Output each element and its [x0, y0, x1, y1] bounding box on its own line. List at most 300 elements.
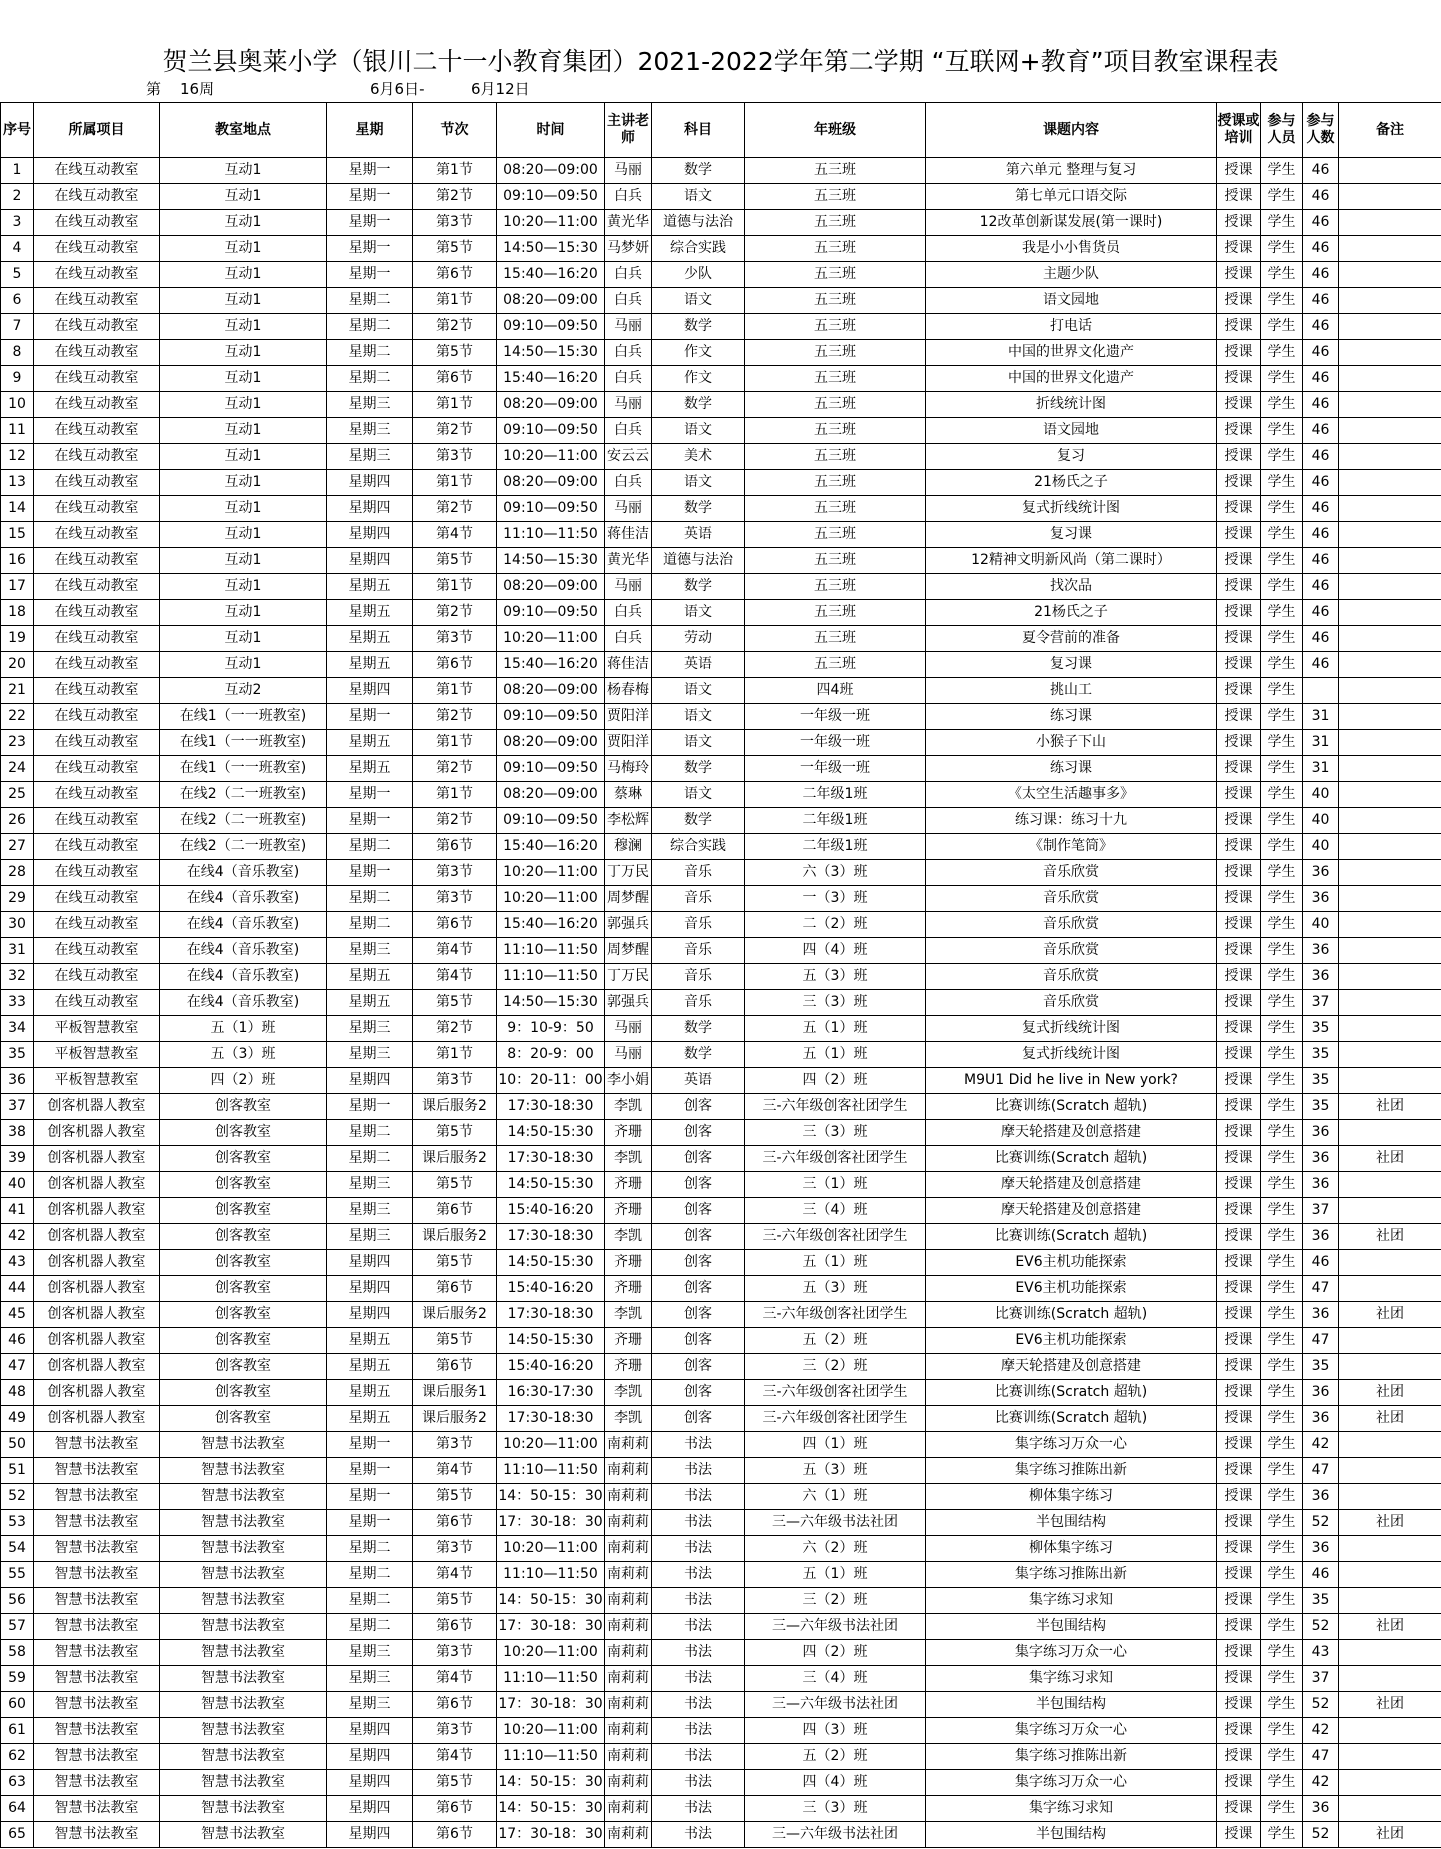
cell-classroom: 创客教室 — [160, 1380, 327, 1406]
cell-subject: 书法 — [652, 1536, 745, 1562]
cell-subject: 书法 — [652, 1718, 745, 1744]
cell-weekday: 星期五 — [327, 600, 413, 626]
cell-index: 44 — [1, 1276, 34, 1302]
cell-weekday: 星期三 — [327, 392, 413, 418]
cell-type: 授课 — [1217, 782, 1261, 808]
cell-period: 第2节 — [413, 756, 497, 782]
table-row — [1, 1744, 1441, 1770]
cell-class: 三（3）班 — [745, 1796, 926, 1822]
cell-project: 在线互动教室 — [34, 626, 160, 652]
cell-remarks — [1339, 860, 1441, 886]
cell-index: 58 — [1, 1640, 34, 1666]
cell-classroom: 互动2 — [160, 678, 327, 704]
cell-topic: 夏令营前的准备 — [926, 626, 1217, 652]
cell-subject: 创客 — [652, 1094, 745, 1120]
cell-project: 创客机器人教室 — [34, 1198, 160, 1224]
cell-count: 46 — [1303, 600, 1339, 626]
cell-index: 22 — [1, 704, 34, 730]
cell-project: 平板智慧教室 — [34, 1068, 160, 1094]
cell-teacher: 贾阳洋 — [605, 730, 652, 756]
cell-participants: 学生 — [1261, 1016, 1303, 1042]
cell-class: 三—六年级书法社团 — [745, 1692, 926, 1718]
cell-remarks: 社团 — [1339, 1822, 1441, 1848]
cell-period: 第3节 — [413, 860, 497, 886]
table-row — [1, 1588, 1441, 1614]
cell-remarks — [1339, 964, 1441, 990]
cell-count: 43 — [1303, 1640, 1339, 1666]
cell-count: 36 — [1303, 1796, 1339, 1822]
cell-class: 五三班 — [745, 574, 926, 600]
cell-class: 五三班 — [745, 522, 926, 548]
cell-participants: 学生 — [1261, 262, 1303, 288]
cell-teacher: 马梅玲 — [605, 756, 652, 782]
cell-teacher: 安云云 — [605, 444, 652, 470]
table-row — [1, 1224, 1441, 1250]
cell-weekday: 星期二 — [327, 1614, 413, 1640]
table-row — [1, 1068, 1441, 1094]
cell-class: 五（1）班 — [745, 1562, 926, 1588]
cell-topic: 复习 — [926, 444, 1217, 470]
cell-class: 五三班 — [745, 158, 926, 184]
cell-period: 第5节 — [413, 1484, 497, 1510]
cell-weekday: 星期一 — [327, 782, 413, 808]
cell-class: 三—六年级书法社团 — [745, 1510, 926, 1536]
cell-type: 授课 — [1217, 1328, 1261, 1354]
cell-topic: 音乐欣赏 — [926, 886, 1217, 912]
cell-teacher: 南莉莉 — [605, 1458, 652, 1484]
cell-remarks — [1339, 1458, 1441, 1484]
cell-project: 平板智慧教室 — [34, 1016, 160, 1042]
cell-time: 9：10-9：50 — [497, 1016, 605, 1042]
cell-period: 第5节 — [413, 990, 497, 1016]
cell-time: 17:30-18:30 — [497, 1224, 605, 1250]
cell-class: 六（3）班 — [745, 860, 926, 886]
cell-time: 09:10—09:50 — [497, 496, 605, 522]
cell-weekday: 星期四 — [327, 1068, 413, 1094]
cell-teacher: 南莉莉 — [605, 1614, 652, 1640]
cell-type: 授课 — [1217, 366, 1261, 392]
cell-count: 35 — [1303, 1042, 1339, 1068]
cell-teacher: 白兵 — [605, 626, 652, 652]
cell-time: 17：30-18：30 — [497, 1692, 605, 1718]
cell-count: 36 — [1303, 938, 1339, 964]
cell-count: 36 — [1303, 1406, 1339, 1432]
table-row — [1, 678, 1441, 704]
cell-participants: 学生 — [1261, 1484, 1303, 1510]
cell-subject: 数学 — [652, 574, 745, 600]
cell-type: 授课 — [1217, 1094, 1261, 1120]
cell-subject: 书法 — [652, 1510, 745, 1536]
table-row — [1, 288, 1441, 314]
cell-class: 五（2）班 — [745, 1328, 926, 1354]
cell-time: 10:20—11:00 — [497, 1640, 605, 1666]
cell-project: 在线互动教室 — [34, 886, 160, 912]
cell-remarks — [1339, 444, 1441, 470]
cell-time: 08:20—09:00 — [497, 678, 605, 704]
cell-teacher: 周梦醒 — [605, 938, 652, 964]
cell-classroom: 创客教室 — [160, 1120, 327, 1146]
cell-time: 17:30-18:30 — [497, 1094, 605, 1120]
cell-participants: 学生 — [1261, 1822, 1303, 1848]
cell-count: 31 — [1303, 704, 1339, 730]
cell-teacher: 杨春梅 — [605, 678, 652, 704]
sheet-title: 贺兰县奥莱小学（银川二十一小教育集团）2021-2022学年第二学期 “互联网+教育”项目教室课程表 — [162, 47, 1279, 76]
cell-type: 授课 — [1217, 392, 1261, 418]
cell-count: 46 — [1303, 314, 1339, 340]
cell-index: 59 — [1, 1666, 34, 1692]
cell-weekday: 星期二 — [327, 288, 413, 314]
cell-classroom: 互动1 — [160, 236, 327, 262]
cell-topic: 比赛训练(Scratch 超轨) — [926, 1224, 1217, 1250]
cell-time: 08:20—09:00 — [497, 782, 605, 808]
cell-class: 五三班 — [745, 652, 926, 678]
cell-weekday: 星期四 — [327, 1770, 413, 1796]
cell-teacher: 南莉莉 — [605, 1666, 652, 1692]
cell-participants: 学生 — [1261, 886, 1303, 912]
cell-time: 11:10—11:50 — [497, 938, 605, 964]
cell-teacher: 李凯 — [605, 1302, 652, 1328]
cell-topic: 比赛训练(Scratch 超轨) — [926, 1406, 1217, 1432]
cell-period: 第2节 — [413, 808, 497, 834]
table-row — [1, 964, 1441, 990]
cell-topic: EV6主机功能探索 — [926, 1250, 1217, 1276]
table-row — [1, 600, 1441, 626]
cell-weekday: 星期三 — [327, 1692, 413, 1718]
cell-teacher: 白兵 — [605, 288, 652, 314]
cell-teacher: 白兵 — [605, 262, 652, 288]
cell-project: 在线互动教室 — [34, 444, 160, 470]
cell-subject: 数学 — [652, 756, 745, 782]
cell-time: 14:50—15:30 — [497, 990, 605, 1016]
cell-subject: 创客 — [652, 1302, 745, 1328]
cell-count: 36 — [1303, 1120, 1339, 1146]
cell-teacher: 丁万民 — [605, 860, 652, 886]
header-row — [1, 103, 1441, 158]
table-row — [1, 1432, 1441, 1458]
cell-time: 14：50-15：30 — [497, 1796, 605, 1822]
cell-index: 20 — [1, 652, 34, 678]
cell-index: 19 — [1, 626, 34, 652]
table-row — [1, 1796, 1441, 1822]
cell-teacher: 李凯 — [605, 1406, 652, 1432]
schedule-table — [0, 102, 1441, 1848]
table-row — [1, 262, 1441, 288]
cell-remarks — [1339, 522, 1441, 548]
cell-project: 在线互动教室 — [34, 938, 160, 964]
cell-remarks — [1339, 1120, 1441, 1146]
cell-remarks — [1339, 548, 1441, 574]
cell-project: 创客机器人教室 — [34, 1276, 160, 1302]
cell-count: 36 — [1303, 1224, 1339, 1250]
cell-classroom: 创客教室 — [160, 1406, 327, 1432]
cell-teacher: 周梦醒 — [605, 886, 652, 912]
cell-time: 14:50—15:30 — [497, 548, 605, 574]
table-row — [1, 1640, 1441, 1666]
cell-remarks — [1339, 210, 1441, 236]
cell-topic: 半包围结构 — [926, 1510, 1217, 1536]
cell-type: 授课 — [1217, 938, 1261, 964]
cell-time: 10:20—11:00 — [497, 1718, 605, 1744]
cell-index: 8 — [1, 340, 34, 366]
cell-type: 授课 — [1217, 990, 1261, 1016]
cell-project: 在线互动教室 — [34, 392, 160, 418]
cell-time: 11:10—11:50 — [497, 522, 605, 548]
cell-period: 第1节 — [413, 1042, 497, 1068]
cell-type: 授课 — [1217, 1302, 1261, 1328]
cell-weekday: 星期三 — [327, 1640, 413, 1666]
cell-project: 在线互动教室 — [34, 314, 160, 340]
cell-participants: 学生 — [1261, 470, 1303, 496]
cell-count: 35 — [1303, 1094, 1339, 1120]
cell-type: 授课 — [1217, 418, 1261, 444]
cell-teacher: 白兵 — [605, 340, 652, 366]
cell-project: 在线互动教室 — [34, 340, 160, 366]
cell-classroom: 在线2（二一班教室) — [160, 782, 327, 808]
cell-classroom: 互动1 — [160, 158, 327, 184]
cell-type: 授课 — [1217, 314, 1261, 340]
cell-participants: 学生 — [1261, 1354, 1303, 1380]
cell-index: 25 — [1, 782, 34, 808]
cell-remarks — [1339, 834, 1441, 860]
cell-subject: 道德与法治 — [652, 210, 745, 236]
cell-index: 7 — [1, 314, 34, 340]
cell-index: 64 — [1, 1796, 34, 1822]
cell-period: 第3节 — [413, 1536, 497, 1562]
cell-teacher: 齐珊 — [605, 1172, 652, 1198]
cell-class: 五（1）班 — [745, 1016, 926, 1042]
cell-teacher: 南莉莉 — [605, 1640, 652, 1666]
cell-period: 第1节 — [413, 288, 497, 314]
cell-weekday: 星期四 — [327, 678, 413, 704]
cell-index: 34 — [1, 1016, 34, 1042]
cell-participants: 学生 — [1261, 1432, 1303, 1458]
cell-remarks — [1339, 1484, 1441, 1510]
cell-participants: 学生 — [1261, 1094, 1303, 1120]
cell-teacher: 李凯 — [605, 1146, 652, 1172]
cell-period: 第4节 — [413, 938, 497, 964]
cell-period: 第1节 — [413, 392, 497, 418]
cell-index: 23 — [1, 730, 34, 756]
cell-project: 创客机器人教室 — [34, 1406, 160, 1432]
cell-class: 二（2）班 — [745, 912, 926, 938]
cell-topic: 21杨氏之子 — [926, 470, 1217, 496]
cell-remarks: 社团 — [1339, 1692, 1441, 1718]
cell-remarks — [1339, 340, 1441, 366]
cell-teacher: 穆澜 — [605, 834, 652, 860]
cell-type: 授课 — [1217, 340, 1261, 366]
cell-type: 授课 — [1217, 704, 1261, 730]
cell-participants: 学生 — [1261, 574, 1303, 600]
cell-period: 第2节 — [413, 1016, 497, 1042]
cell-topic: 半包围结构 — [926, 1692, 1217, 1718]
cell-topic: 摩天轮搭建及创意搭建 — [926, 1120, 1217, 1146]
cell-classroom: 在线2（二一班教室) — [160, 808, 327, 834]
cell-classroom: 创客教室 — [160, 1276, 327, 1302]
cell-classroom: 互动1 — [160, 522, 327, 548]
cell-participants: 学生 — [1261, 444, 1303, 470]
cell-subject: 音乐 — [652, 990, 745, 1016]
cell-teacher: 白兵 — [605, 184, 652, 210]
table-row — [1, 1536, 1441, 1562]
cell-index: 60 — [1, 1692, 34, 1718]
cell-participants: 学生 — [1261, 340, 1303, 366]
cell-remarks — [1339, 392, 1441, 418]
cell-participants: 学生 — [1261, 782, 1303, 808]
cell-subject: 音乐 — [652, 964, 745, 990]
cell-type: 授课 — [1217, 1146, 1261, 1172]
cell-weekday: 星期四 — [327, 470, 413, 496]
table-row — [1, 1172, 1441, 1198]
cell-classroom: 智慧书法教室 — [160, 1692, 327, 1718]
cell-classroom: 在线1（一一班教室) — [160, 730, 327, 756]
cell-period: 第4节 — [413, 1562, 497, 1588]
cell-teacher: 南莉莉 — [605, 1692, 652, 1718]
cell-project: 智慧书法教室 — [34, 1744, 160, 1770]
cell-type: 授课 — [1217, 1510, 1261, 1536]
cell-participants: 学生 — [1261, 756, 1303, 782]
cell-topic: 集字练习求知 — [926, 1588, 1217, 1614]
cell-project: 创客机器人教室 — [34, 1380, 160, 1406]
cell-time: 17:30-18:30 — [497, 1146, 605, 1172]
cell-index: 37 — [1, 1094, 34, 1120]
cell-class: 五（1）班 — [745, 1042, 926, 1068]
cell-classroom: 智慧书法教室 — [160, 1432, 327, 1458]
cell-project: 创客机器人教室 — [34, 1250, 160, 1276]
cell-classroom: 互动1 — [160, 496, 327, 522]
cell-remarks — [1339, 1744, 1441, 1770]
cell-topic: 音乐欣赏 — [926, 964, 1217, 990]
cell-topic: EV6主机功能探索 — [926, 1276, 1217, 1302]
cell-time: 17：30-18：30 — [497, 1822, 605, 1848]
cell-topic: 柳体集字练习 — [926, 1536, 1217, 1562]
cell-participants: 学生 — [1261, 834, 1303, 860]
cell-topic: 第六单元 整理与复习 — [926, 158, 1217, 184]
cell-period: 第3节 — [413, 1640, 497, 1666]
cell-period: 第6节 — [413, 1354, 497, 1380]
cell-time: 15:40-16:20 — [497, 1276, 605, 1302]
cell-project: 在线互动教室 — [34, 574, 160, 600]
cell-remarks: 社团 — [1339, 1510, 1441, 1536]
cell-project: 创客机器人教室 — [34, 1094, 160, 1120]
table-row — [1, 496, 1441, 522]
cell-type: 授课 — [1217, 496, 1261, 522]
table-row — [1, 1302, 1441, 1328]
cell-participants: 学生 — [1261, 522, 1303, 548]
cell-project: 智慧书法教室 — [34, 1770, 160, 1796]
cell-index: 47 — [1, 1354, 34, 1380]
cell-subject: 数学 — [652, 314, 745, 340]
cell-time: 09:10—09:50 — [497, 756, 605, 782]
cell-remarks — [1339, 652, 1441, 678]
cell-class: 三（4）班 — [745, 1666, 926, 1692]
cell-project: 在线互动教室 — [34, 158, 160, 184]
cell-index: 54 — [1, 1536, 34, 1562]
cell-teacher: 黄光华 — [605, 548, 652, 574]
cell-participants: 学生 — [1261, 1406, 1303, 1432]
table-row — [1, 1042, 1441, 1068]
cell-project: 在线互动教室 — [34, 496, 160, 522]
cell-class: 五三班 — [745, 236, 926, 262]
cell-topic: 复习课 — [926, 522, 1217, 548]
cell-teacher: 马丽 — [605, 158, 652, 184]
cell-type: 授课 — [1217, 1354, 1261, 1380]
cell-period: 第6节 — [413, 1276, 497, 1302]
cell-topic: 找次品 — [926, 574, 1217, 600]
cell-period: 第5节 — [413, 236, 497, 262]
cell-class: 三-六年级创客社团学生 — [745, 1380, 926, 1406]
cell-type: 授课 — [1217, 1588, 1261, 1614]
cell-project: 创客机器人教室 — [34, 1172, 160, 1198]
cell-remarks — [1339, 1042, 1441, 1068]
cell-topic: 12改革创新谋发展(第一课时) — [926, 210, 1217, 236]
cell-period: 第1节 — [413, 782, 497, 808]
cell-participants: 学生 — [1261, 1666, 1303, 1692]
cell-index: 45 — [1, 1302, 34, 1328]
cell-classroom: 五（1）班 — [160, 1016, 327, 1042]
cell-time: 09:10—09:50 — [497, 808, 605, 834]
cell-subject: 创客 — [652, 1120, 745, 1146]
cell-teacher: 李松辉 — [605, 808, 652, 834]
cell-index: 39 — [1, 1146, 34, 1172]
cell-type: 授课 — [1217, 1796, 1261, 1822]
cell-remarks — [1339, 288, 1441, 314]
table-row — [1, 730, 1441, 756]
cell-remarks — [1339, 1328, 1441, 1354]
cell-classroom: 在线1（一一班教室) — [160, 704, 327, 730]
cell-subject: 书法 — [652, 1562, 745, 1588]
cell-type: 授课 — [1217, 1770, 1261, 1796]
table-row — [1, 1822, 1441, 1848]
cell-index: 13 — [1, 470, 34, 496]
table-row — [1, 444, 1441, 470]
cell-time: 11:10—11:50 — [497, 1744, 605, 1770]
cell-remarks — [1339, 1666, 1441, 1692]
cell-project: 智慧书法教室 — [34, 1614, 160, 1640]
cell-index: 27 — [1, 834, 34, 860]
cell-topic: M9U1 Did he live in New york? — [926, 1068, 1217, 1094]
cell-project: 在线互动教室 — [34, 600, 160, 626]
cell-type: 授课 — [1217, 184, 1261, 210]
table-body — [1, 158, 1441, 1848]
cell-weekday: 星期四 — [327, 548, 413, 574]
cell-topic: 音乐欣赏 — [926, 860, 1217, 886]
table-row — [1, 1562, 1441, 1588]
cell-time: 09:10—09:50 — [497, 600, 605, 626]
cell-topic: 摩天轮搭建及创意搭建 — [926, 1354, 1217, 1380]
cell-period: 第2节 — [413, 600, 497, 626]
cell-class: 三-六年级创客社团学生 — [745, 1406, 926, 1432]
table-row — [1, 1016, 1441, 1042]
cell-index: 2 — [1, 184, 34, 210]
cell-teacher: 蒋佳洁 — [605, 652, 652, 678]
cell-topic: 语文园地 — [926, 418, 1217, 444]
cell-project: 平板智慧教室 — [34, 1042, 160, 1068]
cell-topic: 复式折线统计图 — [926, 1042, 1217, 1068]
cell-participants: 学生 — [1261, 1120, 1303, 1146]
cell-project: 在线互动教室 — [34, 964, 160, 990]
cell-count: 46 — [1303, 288, 1339, 314]
cell-remarks — [1339, 912, 1441, 938]
cell-weekday: 星期五 — [327, 1406, 413, 1432]
cell-project: 在线互动教室 — [34, 366, 160, 392]
cell-count: 46 — [1303, 184, 1339, 210]
cell-weekday: 星期四 — [327, 496, 413, 522]
cell-subject: 语文 — [652, 418, 745, 444]
cell-remarks — [1339, 1016, 1441, 1042]
cell-type: 授课 — [1217, 1224, 1261, 1250]
cell-remarks — [1339, 756, 1441, 782]
cell-type: 授课 — [1217, 210, 1261, 236]
